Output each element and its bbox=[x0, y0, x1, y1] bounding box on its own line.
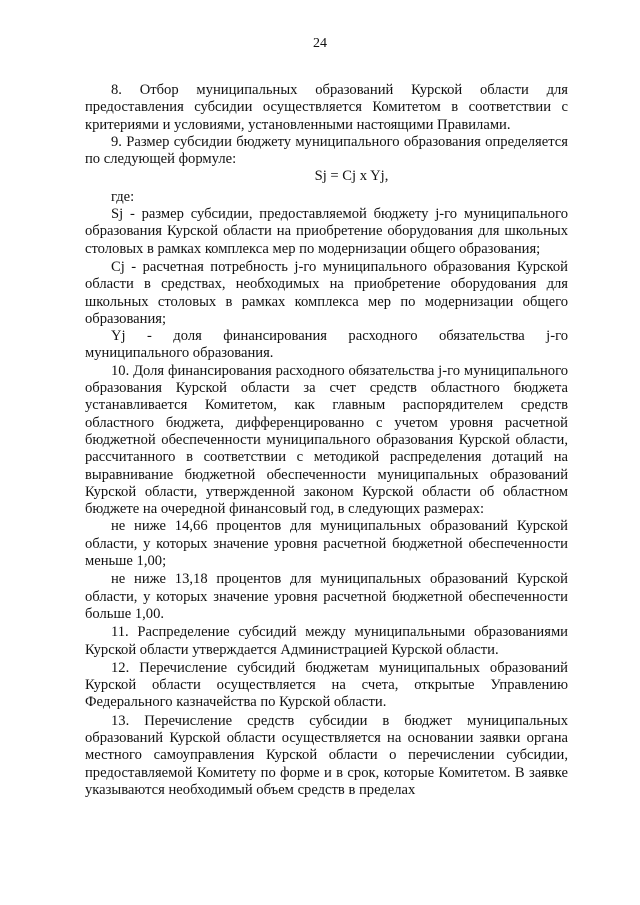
formula-where-label: где: bbox=[111, 188, 135, 205]
rate-item-1: не ниже 14,66 процентов для муниципальных образований Курской области, у которых значение уровня расчетной бюджетной обеспеченности меньше 1,00; bbox=[85, 518, 568, 570]
formula: Sj = Cj x Yj, bbox=[314, 168, 389, 185]
paragraph-13: 13. Перечисление средств субсидии в бюджет муниципальных образований Курской области осуществляется на основании заявки органа местного самоуправления Курской области о перечислении субсидии, предоставляемой Комитету по форме и в срок, которые Комитетом. В заявке указываются необходимый объем средств в пределах bbox=[85, 712, 568, 798]
paragraph-10: 10. Доля финансирования расходного обязательства j-го муниципального образования Курской области за счет средств областного бюджета устанавливается Комитетом, как главным распорядителем средств областного бюджета, дифференцированно с учетом уровня расчетной бюджетной обеспеченности муниципального образования Курской области, рассчитанного в соответствии с методикой распределения дотаций на выравнивание бюджетной обеспеченности муниципальных образований Курской области, утвержденной законом Курской области об областном бюджете на очередной финансовый год, в следующих размерах: bbox=[85, 362, 568, 518]
definition-cj: Cj - расчетная потребность j-го муниципального образования Курской области в средствах, необходимых на приобретение оборудования для школьных столовых в рамках комплекса мер по модернизации общего образования; bbox=[85, 258, 568, 327]
paragraph-8: 8. Отбор муниципальных образований Курской области для предоставления субсидии осуществляется Комитетом в соответствии с критериями и условиями, установленными настоящими Правилами. bbox=[85, 82, 568, 133]
page-number: 24 bbox=[313, 36, 327, 51]
document-body bbox=[85, 82, 568, 799]
rate-item-2: не ниже 13,18 процентов для муниципальных образований Курской области, у которых значение уровня расчетной бюджетной обеспеченности больше 1,00. bbox=[85, 571, 568, 622]
definition-yj: Yj - доля финансирования расходного обязательства j-го муниципального образования. bbox=[85, 328, 568, 362]
paragraph-9: 9. Размер субсидии бюджету муниципального образования определяется по следующей формуле: bbox=[85, 133, 568, 168]
paragraph-11: 11. Распределение субсидий между муниципальными образованиями Курской области утверждается Администрацией Курской области. bbox=[85, 624, 568, 658]
paragraph-12: 12. Перечисление субсидий бюджетам муниципальных образований Курской области осуществляется на счета, открытые Управлению Федерального казначейства по Курской области. bbox=[85, 659, 568, 711]
definition-sj: Sj - размер субсидии, предоставляемой бюджету j-го муниципального образования Курской области на приобретение оборудования для школьных столовых в рамках комплекса мер по модернизации общего образования; bbox=[85, 206, 568, 257]
